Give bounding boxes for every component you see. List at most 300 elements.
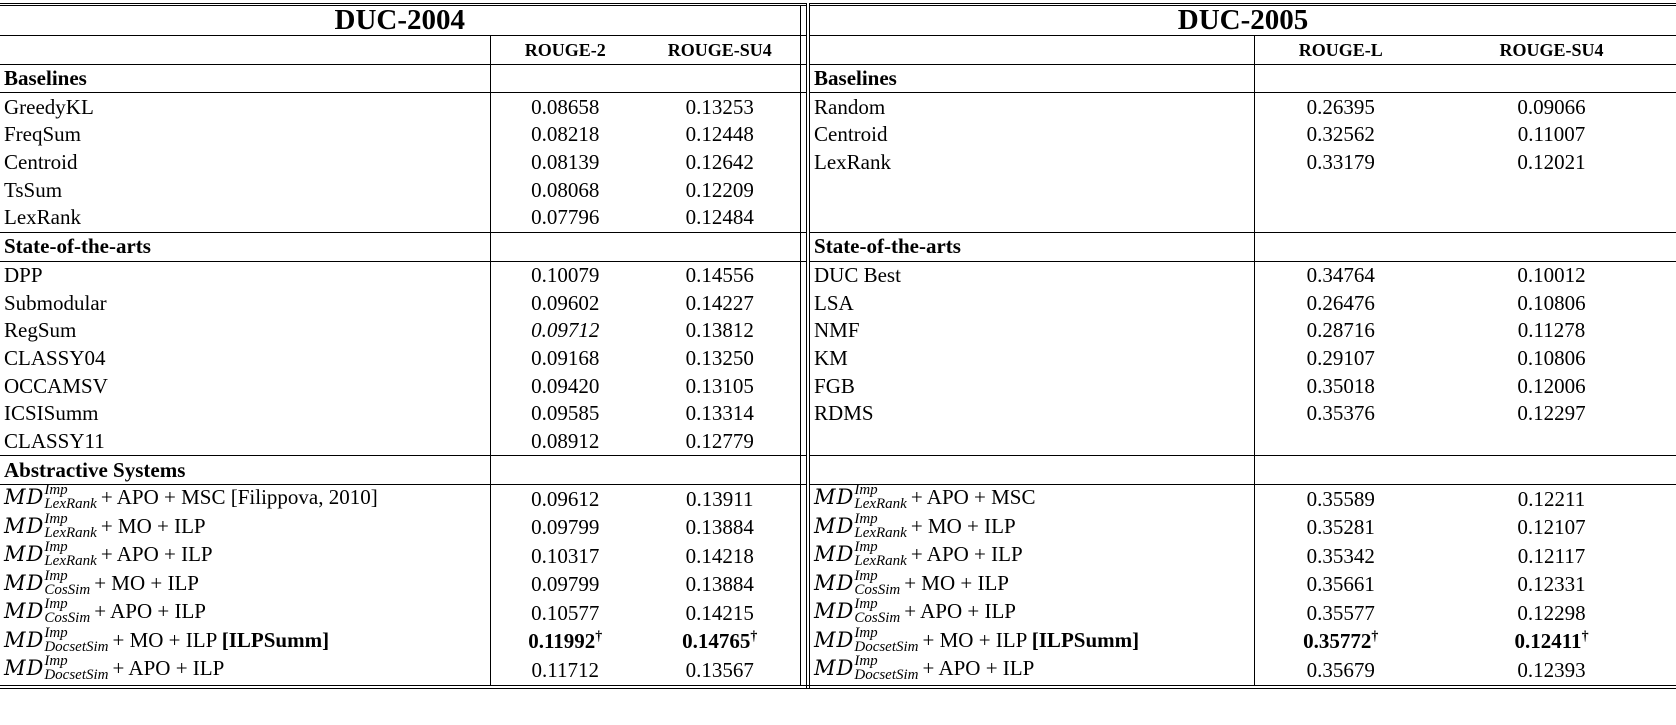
left-system-name <box>0 121 490 149</box>
math-sub: CosSim <box>854 610 901 627</box>
math-supsub <box>854 626 918 655</box>
score-value: 0.08068 <box>531 177 600 202</box>
table-row <box>0 317 1676 345</box>
math-sup: Imp <box>44 482 68 498</box>
math-md: MD <box>4 599 45 624</box>
left-score-v1 <box>490 372 640 400</box>
right-score-v2 <box>1427 485 1676 514</box>
left-score-v2 <box>640 372 800 400</box>
left-score-v1 <box>490 571 640 600</box>
math-md: MD <box>4 627 45 652</box>
score-value: 0.09168 <box>531 345 600 370</box>
system-suffix: + APO + ILP <box>910 542 1023 567</box>
empty-cell <box>1254 232 1427 261</box>
score-value: 0.10317 <box>531 543 600 568</box>
score-value: 0.10577 <box>531 600 600 625</box>
right-system-name <box>808 261 1254 289</box>
math-sub: LexRank <box>854 524 907 541</box>
system-suffix: + APO + ILP <box>100 542 213 567</box>
math-supsub <box>854 654 918 683</box>
math-sup: Imp <box>854 539 878 555</box>
score-value: 0.13812 <box>685 318 754 343</box>
left-system-name <box>0 596 490 628</box>
score-value: 0.14556 <box>685 262 754 287</box>
double-divider <box>800 232 808 261</box>
score-value: 0.09585 <box>531 401 600 426</box>
left-score-v2 <box>640 400 800 428</box>
score-value: 0.13253 <box>685 94 754 119</box>
left-score-v2 <box>640 428 800 456</box>
table-row <box>0 542 1676 571</box>
table-row <box>0 400 1676 428</box>
double-divider <box>800 289 808 317</box>
score-value: 0.12209 <box>685 177 754 202</box>
double-divider <box>800 5 808 36</box>
system-label: FGB <box>814 373 855 398</box>
system-suffix: + MO + ILP <box>904 570 1009 595</box>
math-md: MD <box>814 485 855 510</box>
right-score-v1 <box>1254 628 1427 657</box>
score-value: 0.09066 <box>1517 94 1586 119</box>
right-score-v1 <box>1254 599 1427 628</box>
dataset-title-duc2004: DUC-2004 <box>0 5 800 36</box>
score-value: 0.11712 <box>531 657 599 682</box>
left-score-v1 <box>490 345 640 373</box>
right-score-v1 <box>1254 93 1427 121</box>
score-value: 0.13884 <box>685 515 754 540</box>
math-sub: CosSim <box>44 610 91 627</box>
left-score-v2 <box>640 485 800 514</box>
score-value: 0.12107 <box>1517 515 1586 540</box>
score-value: 0.35661 <box>1306 572 1375 597</box>
left-system-name <box>0 345 490 373</box>
score-value: 0.08139 <box>531 150 600 175</box>
score-value: 0.08218 <box>531 122 600 147</box>
math-sup: Imp <box>44 567 68 584</box>
left-score-v2 <box>640 599 800 628</box>
table-row <box>0 571 1676 600</box>
right-system-name <box>808 204 1254 232</box>
system-label: ICSISumm <box>4 401 99 426</box>
table-row <box>0 428 1676 456</box>
math-supsub <box>854 597 900 626</box>
left-system-name <box>0 653 490 687</box>
col-header-rougesu4-right: ROUGE-SU4 <box>1427 36 1676 65</box>
math-md: MD <box>4 656 45 681</box>
math-supsub <box>44 597 90 626</box>
system-suffix: + MO + ILP <box>922 627 1027 652</box>
right-score-v1 <box>1254 485 1427 514</box>
score-value: 0.09712 <box>531 318 600 343</box>
column-header-row <box>0 36 1676 65</box>
score-value: 0.10806 <box>1517 345 1586 370</box>
right-score-v2 <box>1427 93 1676 121</box>
math-supsub <box>854 512 906 541</box>
table-row <box>0 261 1676 289</box>
score-value: 0.12021 <box>1517 150 1586 175</box>
system-label: LexRank <box>4 205 81 230</box>
score-value: 0.12642 <box>685 150 754 175</box>
score-value: 0.12331 <box>1517 572 1586 597</box>
system-label: Centroid <box>4 150 78 175</box>
left-score-v1 <box>490 428 640 456</box>
math-sup: Imp <box>854 510 878 527</box>
system-tag: [ILPSumm] <box>221 627 330 652</box>
score-value: 0.08912 <box>531 428 600 453</box>
left-score-v2 <box>640 261 800 289</box>
score-value: 0.07796 <box>531 205 600 230</box>
left-blank-header <box>0 36 490 65</box>
right-system-name <box>808 653 1254 687</box>
math-md: MD <box>4 485 45 510</box>
table-row <box>0 176 1676 204</box>
left-score-v1 <box>490 485 640 514</box>
score-value: 0.12411 <box>1514 629 1582 654</box>
system-label: RegSum <box>4 318 77 343</box>
right-system-name <box>808 539 1254 571</box>
section-header-row <box>0 456 1676 485</box>
score-value: 0.09602 <box>531 290 600 315</box>
system-suffix: + APO + MSC <box>910 485 1036 510</box>
score-value: 0.09420 <box>531 373 600 398</box>
score-value: 0.35376 <box>1306 401 1375 426</box>
math-md: MD <box>814 570 855 595</box>
table-row <box>0 289 1676 317</box>
left-score-v1 <box>490 514 640 543</box>
left-system-name <box>0 428 490 456</box>
system-label: CLASSY04 <box>4 345 106 370</box>
empty-cell <box>490 64 640 93</box>
score-value: 0.35577 <box>1306 600 1375 625</box>
system-suffix: + MO + ILP <box>910 513 1016 538</box>
right-score-v1 <box>1254 514 1427 543</box>
system-suffix: + MO + ILP <box>100 513 206 538</box>
left-score-v2 <box>640 289 800 317</box>
right-system-name <box>808 567 1254 600</box>
right-blank-header <box>808 36 1254 65</box>
score-value: 0.11278 <box>1517 318 1586 343</box>
double-divider <box>800 149 808 177</box>
system-suffix: + APO + ILP <box>112 656 225 681</box>
left-score-v1 <box>490 317 640 345</box>
math-md: MD <box>814 513 855 538</box>
math-sup: Imp <box>854 624 878 641</box>
double-divider <box>800 64 808 93</box>
system-label: Random <box>814 94 886 119</box>
right-system-name <box>808 510 1254 543</box>
left-system-name <box>0 482 490 514</box>
table-row <box>0 149 1676 177</box>
empty-cell <box>640 232 800 261</box>
double-divider <box>800 571 808 600</box>
left-score-v1 <box>490 628 640 657</box>
right-system-name <box>808 121 1254 149</box>
left-score-v2 <box>640 317 800 345</box>
col-header-rouge2: ROUGE-2 <box>490 36 640 65</box>
left-score-v2 <box>640 176 800 204</box>
score-value: 0.28716 <box>1306 318 1375 343</box>
table-row <box>0 485 1676 514</box>
right-system-name <box>808 149 1254 177</box>
math-md: MD <box>4 542 45 567</box>
score-value: 0.12448 <box>685 122 754 147</box>
score-value: 0.12211 <box>1517 486 1586 511</box>
left-system-name <box>0 539 490 571</box>
score-value: 0.12298 <box>1517 600 1586 625</box>
right-score-v1 <box>1254 656 1427 687</box>
right-score-v1 <box>1254 542 1427 571</box>
right-score-v2 <box>1427 656 1676 687</box>
right-score-v1 <box>1254 261 1427 289</box>
system-label: RDMS <box>814 401 874 426</box>
math-sup: Imp <box>854 653 878 669</box>
left-score-v2 <box>640 571 800 600</box>
math-md: MD <box>814 627 855 652</box>
right-system-name <box>808 176 1254 204</box>
system-suffix: + APO + MSC [Filippova, 2010] <box>100 485 378 510</box>
left-score-v2 <box>640 514 800 543</box>
double-divider <box>800 599 808 628</box>
math-sup: Imp <box>44 539 68 555</box>
left-system-name <box>0 317 490 345</box>
math-supsub <box>44 512 96 541</box>
score-value: 0.11007 <box>1517 122 1586 147</box>
double-divider <box>800 485 808 514</box>
left-score-v1 <box>490 542 640 571</box>
left-score-v1 <box>490 599 640 628</box>
math-sub: DocsetSim <box>854 667 919 684</box>
score-value: 0.09612 <box>531 486 600 511</box>
dagger-mark: † <box>1371 629 1379 645</box>
system-label: DPP <box>4 262 43 287</box>
math-sub: DocsetSim <box>44 638 109 655</box>
system-label: LSA <box>814 290 854 315</box>
right-score-v2 <box>1427 204 1676 232</box>
score-value: 0.13314 <box>685 401 754 426</box>
empty-cell <box>490 456 640 485</box>
right-system-name <box>808 372 1254 400</box>
score-value: 0.08658 <box>531 94 600 119</box>
score-value: 0.12006 <box>1517 373 1586 398</box>
math-sub: DocsetSim <box>44 667 109 684</box>
section-label-left: Baselines <box>0 64 490 93</box>
score-value: 0.35679 <box>1306 657 1375 682</box>
left-system-name <box>0 93 490 121</box>
score-value: 0.10079 <box>531 262 600 287</box>
table-row <box>0 628 1676 657</box>
math-supsub <box>44 626 108 655</box>
left-score-v1 <box>490 289 640 317</box>
system-suffix: + MO + ILP <box>94 570 199 595</box>
table-row <box>0 204 1676 232</box>
math-supsub <box>44 569 90 598</box>
system-suffix: + APO + ILP <box>922 656 1035 681</box>
double-divider <box>800 428 808 456</box>
left-score-v1 <box>490 121 640 149</box>
double-divider <box>800 542 808 571</box>
left-system-name <box>0 400 490 428</box>
right-score-v1 <box>1254 400 1427 428</box>
section-label-left: State-of-the-arts <box>0 232 490 261</box>
section-label-right <box>808 456 1254 485</box>
table-row <box>0 514 1676 543</box>
empty-cell <box>640 64 800 93</box>
math-md: MD <box>4 570 45 595</box>
right-system-name <box>808 93 1254 121</box>
score-value: 0.14227 <box>685 290 754 315</box>
system-label: KM <box>814 345 848 370</box>
right-system-name <box>808 428 1254 456</box>
left-system-name <box>0 372 490 400</box>
right-system-name <box>808 317 1254 345</box>
table-row <box>0 599 1676 628</box>
table-row <box>0 372 1676 400</box>
score-value: 0.12393 <box>1517 657 1586 682</box>
score-value: 0.35772 <box>1303 629 1372 654</box>
system-tag: [ILPSumm] <box>1031 627 1140 652</box>
double-divider <box>800 372 808 400</box>
math-supsub <box>44 654 108 683</box>
left-score-v2 <box>640 656 800 687</box>
math-sub: LexRank <box>854 553 907 570</box>
system-label: CLASSY11 <box>4 428 105 453</box>
empty-cell <box>1254 456 1427 485</box>
math-sub: LexRank <box>44 553 97 570</box>
right-score-v2 <box>1427 289 1676 317</box>
math-supsub <box>854 569 900 598</box>
right-score-v1 <box>1254 317 1427 345</box>
system-label: LexRank <box>814 150 891 175</box>
section-header-row <box>0 232 1676 261</box>
score-value: 0.33179 <box>1306 150 1375 175</box>
right-score-v1 <box>1254 121 1427 149</box>
math-sub: CosSim <box>44 581 91 598</box>
math-sub: DocsetSim <box>854 638 919 655</box>
double-divider <box>800 121 808 149</box>
empty-cell <box>1427 64 1676 93</box>
empty-cell <box>1427 232 1676 261</box>
dataset-title-duc2005: DUC-2005 <box>808 5 1676 36</box>
left-system-name <box>0 149 490 177</box>
left-system-name <box>0 289 490 317</box>
system-suffix: + APO + ILP <box>94 599 206 624</box>
system-label: FreqSum <box>4 122 82 147</box>
right-score-v2 <box>1427 514 1676 543</box>
col-header-rougel: ROUGE-L <box>1254 36 1427 65</box>
math-supsub <box>854 540 906 569</box>
score-value: 0.12484 <box>685 205 754 230</box>
math-supsub <box>44 540 96 569</box>
score-value: 0.12779 <box>685 428 754 453</box>
math-supsub <box>854 483 906 512</box>
score-value: 0.32562 <box>1306 122 1375 147</box>
double-divider <box>800 261 808 289</box>
section-header-row <box>0 64 1676 93</box>
left-score-v2 <box>640 542 800 571</box>
right-system-name <box>808 289 1254 317</box>
score-value: 0.13250 <box>685 345 754 370</box>
score-value: 0.10806 <box>1517 290 1586 315</box>
right-score-v2 <box>1427 317 1676 345</box>
right-system-name <box>808 624 1254 657</box>
left-score-v1 <box>490 149 640 177</box>
left-score-v1 <box>490 656 640 687</box>
right-score-v1 <box>1254 149 1427 177</box>
right-score-v2 <box>1427 542 1676 571</box>
left-system-name <box>0 567 490 600</box>
left-score-v2 <box>640 93 800 121</box>
double-divider <box>800 204 808 232</box>
score-value: 0.14765 <box>682 629 751 654</box>
right-score-v1 <box>1254 372 1427 400</box>
score-value: 0.35018 <box>1306 373 1375 398</box>
double-divider <box>800 36 808 65</box>
system-label: NMF <box>814 318 860 343</box>
left-score-v1 <box>490 176 640 204</box>
system-suffix: + MO + ILP <box>112 627 217 652</box>
score-value: 0.13884 <box>685 572 754 597</box>
dagger-mark: † <box>1581 629 1589 645</box>
score-value: 0.35589 <box>1306 486 1375 511</box>
table-row <box>0 656 1676 687</box>
double-divider <box>800 656 808 687</box>
score-value: 0.11992 <box>528 629 596 654</box>
right-score-v2 <box>1427 571 1676 600</box>
right-system-name <box>808 596 1254 628</box>
right-score-v2 <box>1427 261 1676 289</box>
table-row <box>0 93 1676 121</box>
system-label: Centroid <box>814 122 888 147</box>
double-divider <box>800 456 808 485</box>
score-value: 0.35281 <box>1306 515 1375 540</box>
double-divider <box>800 317 808 345</box>
double-divider <box>800 93 808 121</box>
double-divider <box>800 400 808 428</box>
left-score-v2 <box>640 204 800 232</box>
math-md: MD <box>4 513 45 538</box>
left-score-v1 <box>490 204 640 232</box>
section-label-right: State-of-the-arts <box>808 232 1254 261</box>
score-value: 0.35342 <box>1306 543 1375 568</box>
math-sub: CosSim <box>854 581 901 598</box>
dagger-mark: † <box>750 629 758 645</box>
left-score-v2 <box>640 345 800 373</box>
right-score-v2 <box>1427 149 1676 177</box>
math-md: MD <box>814 542 855 567</box>
score-value: 0.13911 <box>686 486 754 511</box>
left-system-name <box>0 261 490 289</box>
empty-cell <box>1427 456 1676 485</box>
left-score-v1 <box>490 261 640 289</box>
double-divider <box>800 628 808 657</box>
right-score-v2 <box>1427 400 1676 428</box>
score-value: 0.34764 <box>1306 262 1375 287</box>
math-sup: Imp <box>44 624 68 641</box>
score-value: 0.14215 <box>685 600 754 625</box>
system-suffix: + APO + ILP <box>904 599 1016 624</box>
system-label: Submodular <box>4 290 107 315</box>
system-label: DUC Best <box>814 262 901 287</box>
system-label: GreedyKL <box>4 94 94 119</box>
math-md: MD <box>814 656 855 681</box>
left-score-v1 <box>490 93 640 121</box>
right-score-v1 <box>1254 204 1427 232</box>
score-value: 0.13567 <box>685 657 754 682</box>
results-table <box>0 3 1676 689</box>
left-system-name <box>0 176 490 204</box>
table-row <box>0 345 1676 373</box>
left-system-name <box>0 510 490 543</box>
